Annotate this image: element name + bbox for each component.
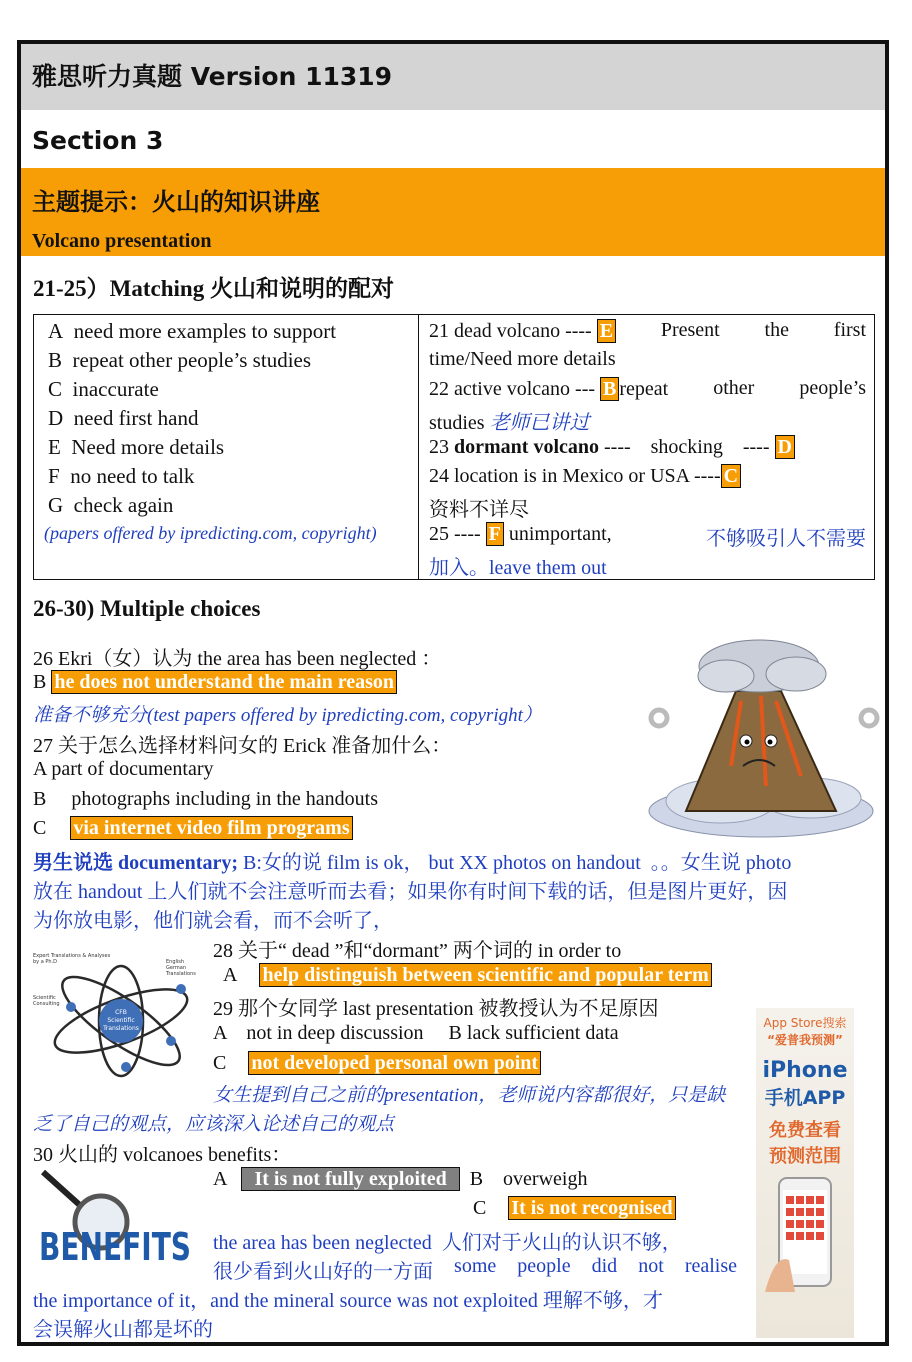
q25-line2: 加入。leave them out [429, 557, 607, 579]
option-c: C inaccurate [48, 377, 159, 401]
ad-line-4: 手机APP [764, 1087, 846, 1109]
q30-note-4: 会误解火山都是坏的 [33, 1319, 213, 1341]
q27-note-1: 男生说选 documentary; B:女的说 film is ok， but XX photos on handout 。。女生说 photo [33, 852, 792, 874]
q25-line1: 25 ---- F unimportant, 不够吸引人不需要 [429, 523, 866, 550]
table-divider [418, 315, 419, 579]
q26-question: 26 Ekri（女）认为 the area has been neglected ： [33, 648, 442, 670]
q27-note-2: 放在 handout 上人们就不会注意听而去看；如果你有时间下载的话，但是图片更好，因 [33, 881, 788, 903]
q30-note-2: 很少看到火山好的一方面 some people did not realise [213, 1255, 737, 1283]
copyright-note: (papers offered by ipredicting.com, copyright) [44, 523, 377, 543]
option-f: F no need to talk [48, 464, 195, 488]
logo-text-1: Expert Translations & Analyses [33, 953, 111, 959]
ad-line-1: App Store搜索 [763, 1016, 847, 1030]
option-d: D need first hand [48, 406, 199, 430]
q22-line2: studies 老师已讲过 [429, 412, 590, 434]
mc-heading: 26-30) Multiple choices [33, 596, 261, 621]
option-b: B repeat other people’s studies [48, 348, 312, 372]
option-e: E Need more details [48, 435, 225, 459]
q30-note-3: the importance of it，and the mineral source was not exploited 理解不够，才 [33, 1290, 663, 1312]
q29-option-c: C not developed personal own point [213, 1052, 541, 1075]
logo-translations: Translations [166, 971, 196, 977]
topic-english: Volcano presentation [32, 230, 212, 252]
answer-box-21: E [597, 319, 616, 343]
q28-answer: A help distinguish between scientific and popular term [223, 964, 712, 987]
option-a: A need more examples to support [48, 319, 337, 343]
answer-box-24: C [721, 464, 741, 488]
logo-consulting: Consulting [33, 1001, 60, 1007]
logo-german: German [166, 965, 187, 971]
q30-question: 30 火山的 volcanoes benefits： [33, 1144, 292, 1166]
atom-logo [31, 949, 201, 1073]
ad-line-2: “爱普我预测” [767, 1033, 843, 1047]
logo-scientific: Scientific [33, 995, 56, 1001]
q29-options-ab: A not in deep discussion B lack sufficient data [213, 1022, 619, 1044]
q21-line1: 21 dead volcano ---- E Present the first [429, 319, 866, 342]
answer-box-25: F [486, 522, 504, 546]
matching-table [33, 314, 875, 580]
logo-text-2: by a Ph.D [33, 959, 57, 965]
option-g: G check again [48, 493, 174, 517]
phone-icon [765, 1174, 845, 1294]
benefits-image [35, 1168, 205, 1268]
q26-note: 准备不够充分(test papers offered by ipredicting.com, copyright） [33, 705, 542, 726]
q30-option-c: C It is not recognised [473, 1197, 676, 1220]
benefits-word: BENEFITS [39, 1225, 191, 1269]
q27-question: 27 关于怎么选择材料问女的 Erick 准备加什么： [33, 735, 452, 757]
q24-line1: 24 location is in Mexico or USA ---- C [429, 464, 741, 488]
q27-note-3: 为你放电影，他们就会看，而不会听了， [33, 910, 393, 932]
q29-question: 29 那个女同学 last presentation 被教授认为不足原因 [213, 998, 659, 1020]
logo-english: English [166, 959, 185, 965]
page-frame [17, 40, 889, 1346]
page-title: 雅思听力真题 Version 11319 [21, 44, 885, 110]
q27-option-a: A part of documentary [33, 758, 214, 780]
answer-box-23: D [775, 435, 795, 459]
matching-heading: 21-25）Matching 火山和说明的配对 [33, 276, 394, 301]
ad-line-6: 预测范围 [769, 1146, 841, 1167]
topic-chinese: 主题提示：火山的知识讲座 [32, 188, 320, 216]
ad-line-3: iPhone [762, 1058, 848, 1083]
logo-core-1: CFB [115, 1009, 127, 1016]
logo-core-2: Scientific [107, 1017, 135, 1024]
q30-note-1: the area has been neglected 人们对于火山的认识不够， [213, 1232, 682, 1254]
q29-note-1: 女生提到自己之前的presentation，老师说内容都很好，只是缺 [213, 1085, 726, 1106]
q24-line2: 资料不详尽 [429, 499, 529, 521]
q28-question: 28 关于“ dead ”和“dormant” 两个词的 in order to [213, 940, 622, 962]
q23-line: 23 dormant volcano ---- shocking ---- D [429, 435, 795, 459]
section-title: Section 3 [21, 110, 885, 168]
q27-option-b: B photographs including in the handouts [33, 788, 378, 810]
q26-answer: B he does not understand the main reason [33, 671, 397, 694]
app-ad-banner[interactable] [756, 1008, 854, 1338]
answer-box-22: B [600, 377, 619, 401]
volcano-illustration [631, 626, 881, 841]
q22-line1: 22 active volcano --- B repeat other people’s [429, 377, 866, 400]
topic-bar [21, 168, 885, 256]
q29-note-2: 乏了自己的观点，应该深入论述自己的观点 [33, 1114, 395, 1135]
q21-line2: time/Need more details [429, 348, 616, 370]
q27-option-c: C via internet video film programs [33, 817, 353, 840]
logo-core-3: Translations [103, 1025, 139, 1032]
ad-line-5: 免费查看 [769, 1120, 841, 1141]
q30-options-ab: A It is not fully exploited B overweigh [213, 1168, 588, 1190]
